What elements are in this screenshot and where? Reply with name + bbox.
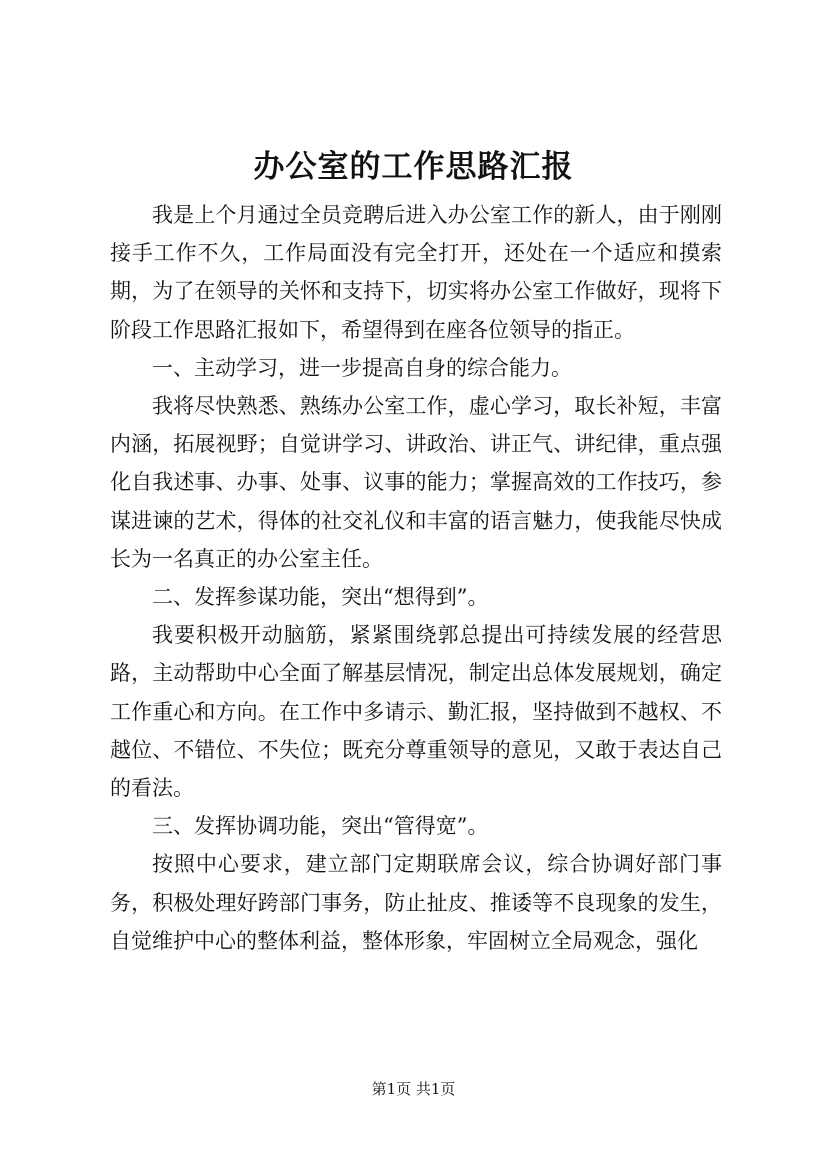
document-body: [110, 196, 722, 960]
paragraph-section-2: 我要积极开动脑筋，紧紧围绕郭总提出可持续发展的经营思路，主动帮助中心全面了解基层情况，制定出总体发展规划，确定工作重心和方向。在工作中多请示、勤汇报，坚持做到不越权、不越位、不错位、不失位；既充分尊重领导的意见，又敢于表达自己的看法。: [110, 623, 722, 801]
page-number-label: 第1页 共1页: [371, 1080, 456, 1098]
paragraph-section-1: 我将尽快熟悉、熟练办公室工作，虚心学习，取长补短，丰富内涵，拓展视野；自觉讲学习、讲政治、讲正气、讲纪律，重点强化自我述事、办事、处事、议事的能力；掌握高效的工作技巧，参谋进谏的艺术，得体的社交礼仪和丰富的语言魅力，使我能尽快成长为一名真正的办公室主任。: [110, 394, 722, 571]
section-heading-3: 三、发挥协调功能，突出“管得宽”。: [152, 814, 489, 839]
section-heading-2: 二、发挥参谋功能，突出“想得到”。: [152, 585, 489, 610]
paragraph-section-3: 按照中心要求，建立部门定期联席会议，综合协调好部门事务，积极处理好跨部门事务，防止扯皮、推诿等不良现象的发生，自觉维护中心的整体利益，整体形象，牢固树立全局观念，强化: [110, 852, 722, 953]
paragraph-intro: 我是上个月通过全员竞聘后进入办公室工作的新人，由于刚刚接手工作不久，工作局面没有完全打开，还处在一个适应和摸索期，为了在领导的关怀和支持下，切实将办公室工作做好，现将下阶段工作思路汇报如下，希望得到在座各位领导的指正。: [110, 203, 722, 342]
section-heading-1: 一、主动学习，进一步提高自身的综合能力。: [152, 355, 572, 380]
document-title: 办公室的工作思路汇报: [253, 149, 574, 185]
page-footer: [0, 1078, 827, 1100]
